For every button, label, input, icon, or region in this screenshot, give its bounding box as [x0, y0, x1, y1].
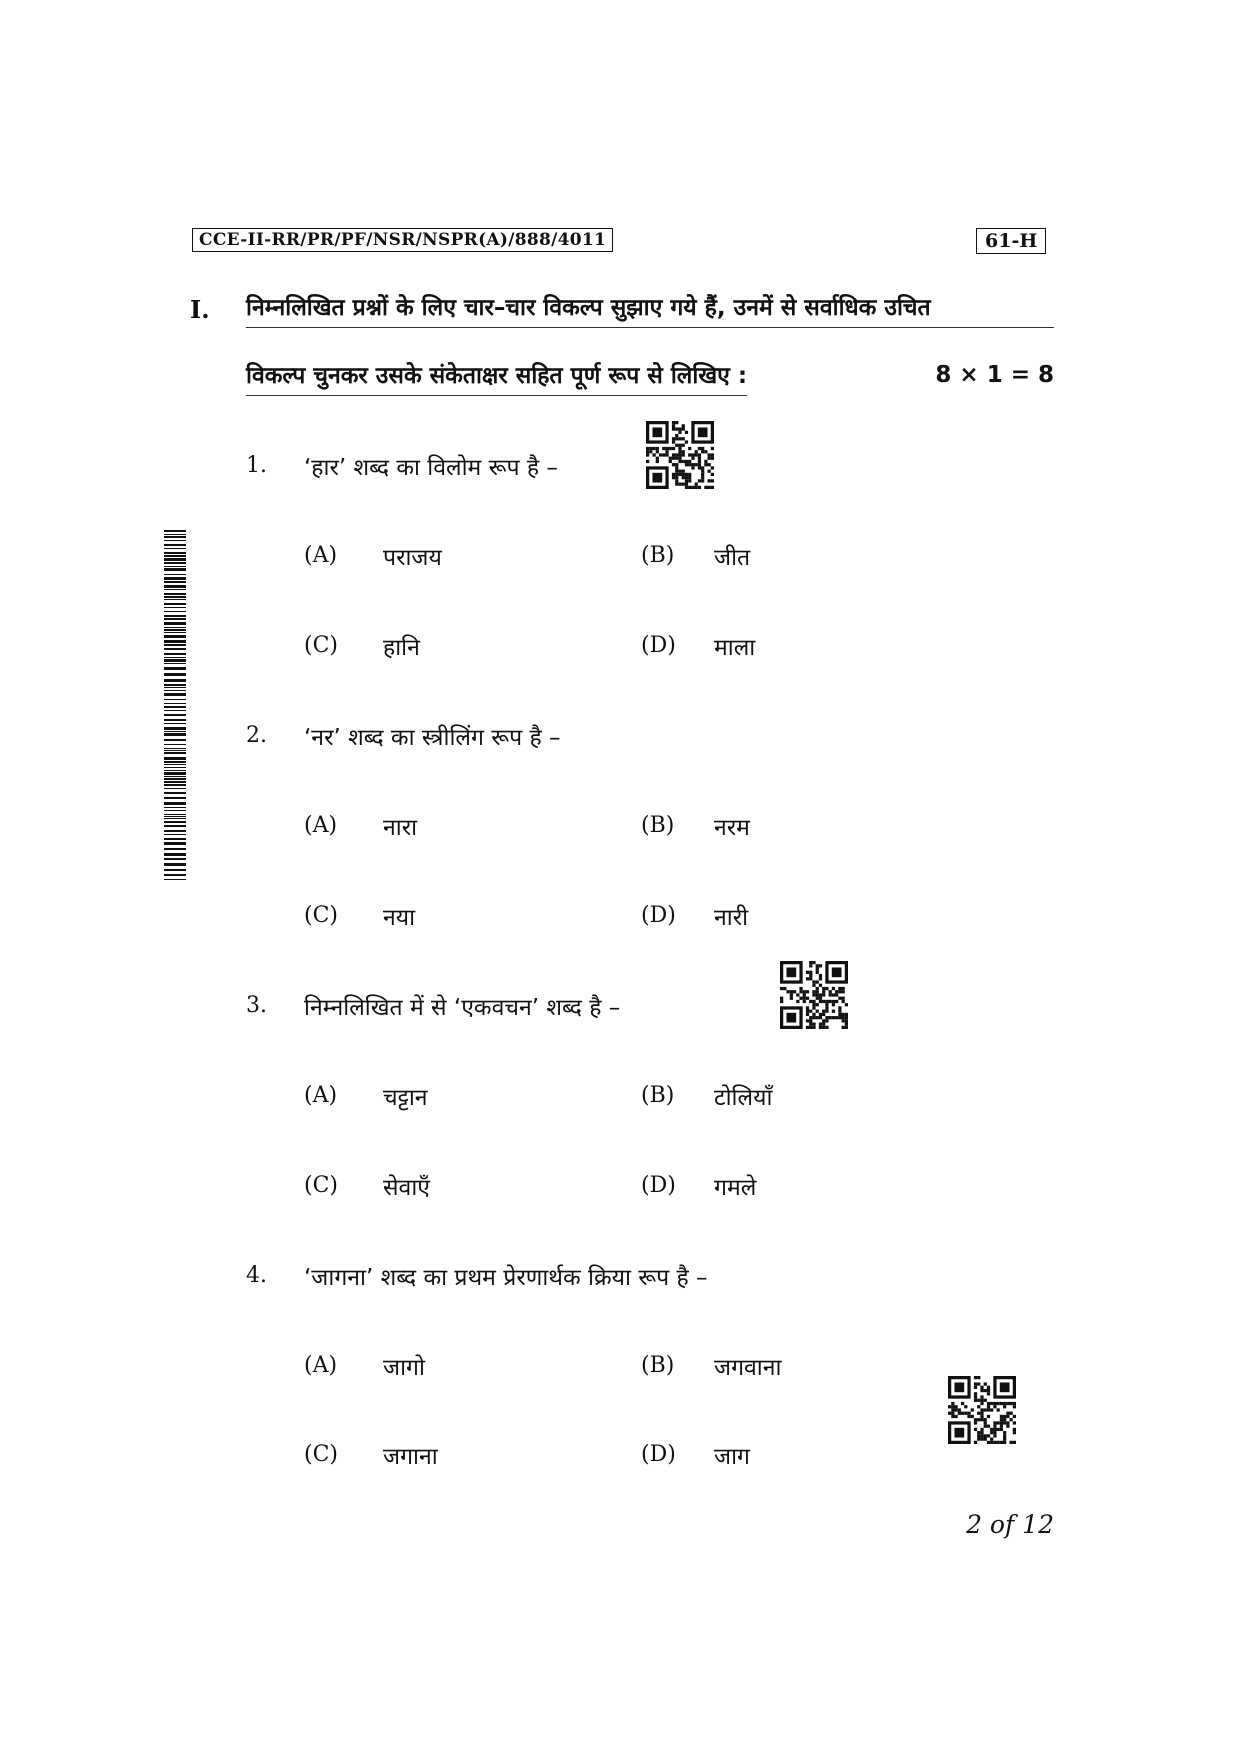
option-label: (B) [641, 543, 675, 568]
question-text: ‘नर’ शब्द का स्त्रीलिंग रूप है – [304, 725, 561, 751]
question-number: 4. [246, 1263, 267, 1288]
paper-set-code: 61-H [976, 228, 1046, 254]
option-text: चट्टान [383, 1085, 428, 1111]
paper-code: CCE-II-RR/PR/PF/NSR/NSPR(A)/888/4011 [192, 228, 613, 252]
barcode-icon [164, 530, 186, 880]
option-label: (C) [304, 633, 338, 658]
option-label: (A) [304, 813, 338, 838]
question-text: ‘हार’ शब्द का विलोम रूप है – [304, 455, 558, 481]
option-label: (C) [304, 1442, 338, 1467]
option-label: (C) [304, 1173, 338, 1198]
qr-code-icon [780, 961, 848, 1029]
page-indicator: 2 of 12 [966, 1510, 1054, 1539]
option-label: (B) [641, 1083, 675, 1108]
option-text: टोलियाँ [714, 1085, 773, 1111]
qr-code-icon [646, 421, 714, 489]
option-text: सेवाएँ [383, 1175, 431, 1201]
option-text: हानि [383, 635, 420, 661]
option-text: नरम [714, 815, 750, 841]
option-label: (D) [641, 903, 676, 928]
option-text: जगवाना [714, 1355, 782, 1381]
option-label: (A) [304, 543, 338, 568]
option-text: गमले [714, 1175, 757, 1201]
option-label: (C) [304, 903, 338, 928]
option-text: नारी [714, 905, 749, 931]
section-marks: 8 × 1 = 8 [935, 362, 1054, 388]
option-label: (B) [641, 813, 675, 838]
question-text: ‘जागना’ शब्द का प्रथम प्रेरणार्थक क्रिया रूप है – [304, 1265, 708, 1291]
option-text: जीत [714, 545, 751, 571]
qr-code-icon [948, 1376, 1016, 1444]
option-text: माला [714, 635, 756, 661]
option-label: (A) [304, 1353, 338, 1378]
option-label: (A) [304, 1083, 338, 1108]
question-number: 2. [246, 723, 267, 748]
option-label: (D) [641, 1442, 676, 1467]
option-text: जगाना [383, 1444, 438, 1470]
option-text: पराजय [383, 545, 442, 571]
option-text: नया [383, 905, 416, 931]
question-text: निम्नलिखित में से ‘एकवचन’ शब्द है – [304, 995, 621, 1021]
question-number: 3. [246, 993, 267, 1018]
option-text: जाग [714, 1444, 750, 1470]
option-label: (B) [641, 1353, 675, 1378]
section-number: I. [190, 295, 210, 324]
question-number: 1. [246, 453, 267, 478]
section-instruction-line1: निम्नलिखित प्रश्नों के लिए चार–चार विकल्प सुझाए गये हैं, उनमें से सर्वाधिक उचित [246, 290, 1054, 328]
option-text: नारा [383, 815, 418, 841]
option-label: (D) [641, 633, 676, 658]
option-text: जागो [383, 1355, 425, 1381]
section-instruction-line2: विकल्प चुनकर उसके संकेताक्षर सहित पूर्ण रूप से लिखिए : [246, 358, 747, 396]
option-label: (D) [641, 1173, 676, 1198]
